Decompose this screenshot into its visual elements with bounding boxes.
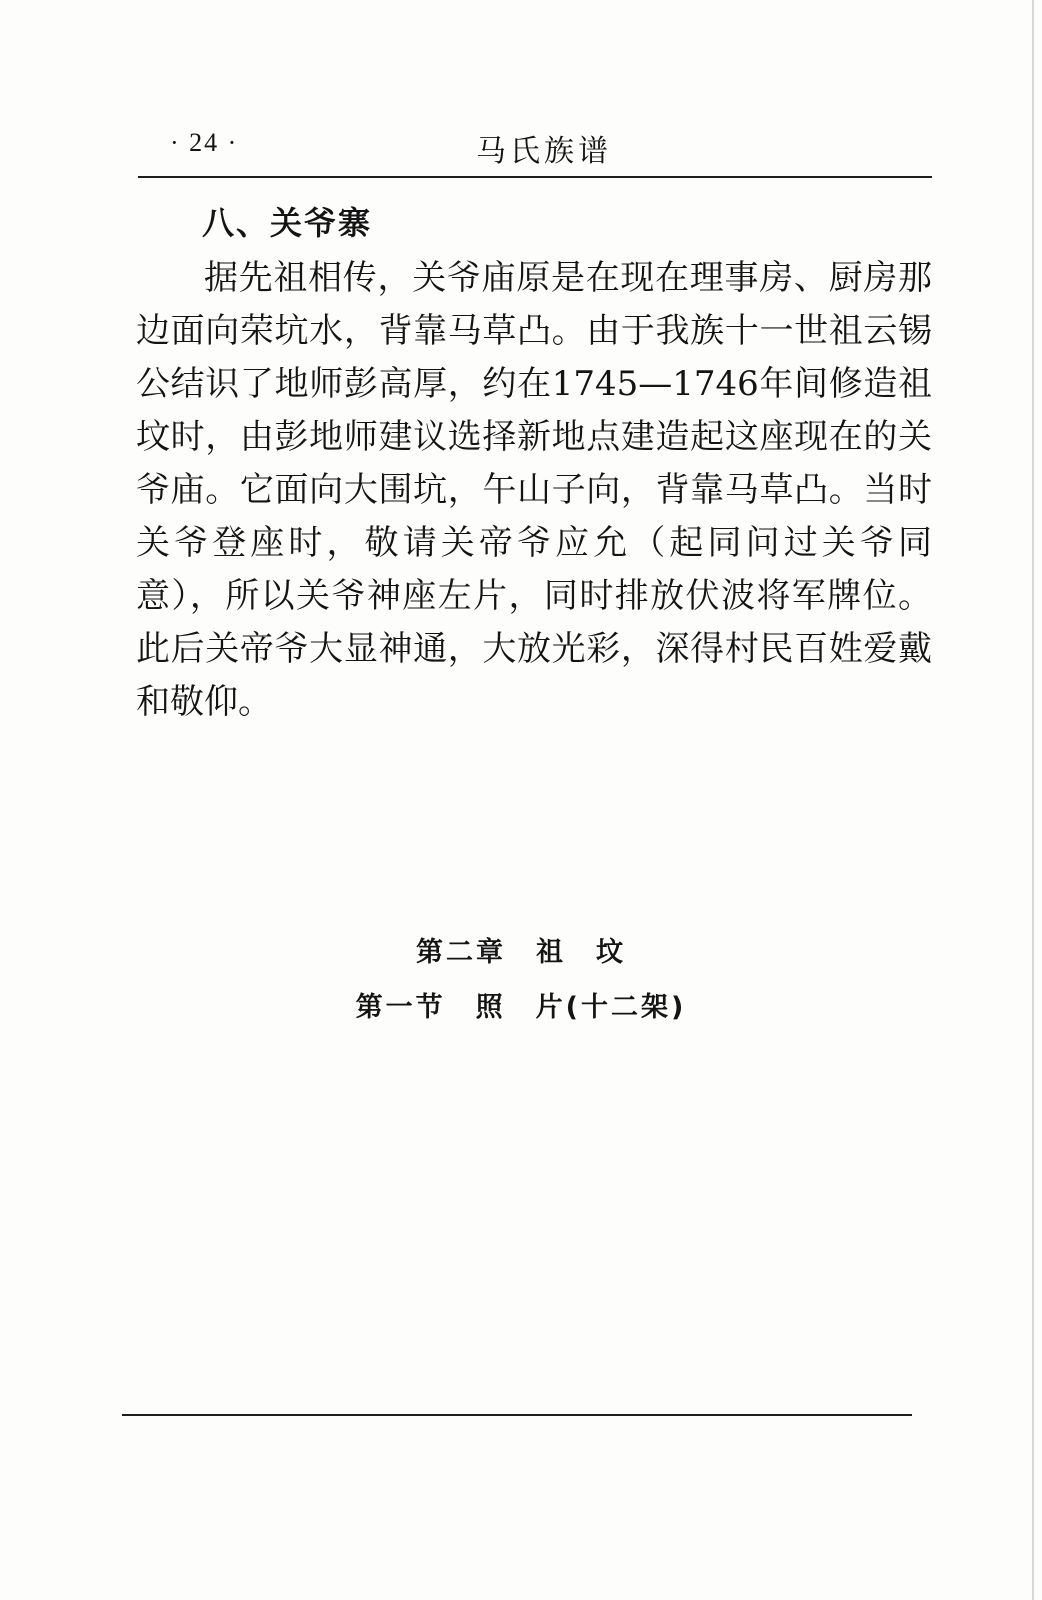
- header-divider: [138, 176, 932, 178]
- footer-divider: [122, 1414, 912, 1416]
- section-heading: 八、关爷寨: [202, 204, 373, 242]
- chapter-title: 第二章 祖 坟: [416, 937, 626, 968]
- body-paragraph: 据先祖相传，关爷庙原是在现在理事房、厨房那边面向荣坑水，背靠马草凸。由于我族十一世祖云锡公结识了地师彭高厚，约在1745—1746年间修造祖坟时，由彭地师建议选择新地点建造起这座现在的关爷庙。它面向大围坑，午山子向，背靠马草凸。当时关爷登座时，敬请关帝爷应允（起同问过关爷同意），所以关爷神座左片，同时排放伏波将军牌位。此后关帝爷大显神通，大放光彩，深得村民百姓爱戴和敬仰。: [136, 258, 932, 722]
- page-number: · 24 ·: [170, 128, 239, 157]
- page-edge-line: [1032, 0, 1034, 1600]
- book-title: 马氏族谱: [476, 134, 612, 169]
- running-header: [140, 128, 932, 174]
- section-title: 第一节 照 片(十二架): [355, 992, 687, 1023]
